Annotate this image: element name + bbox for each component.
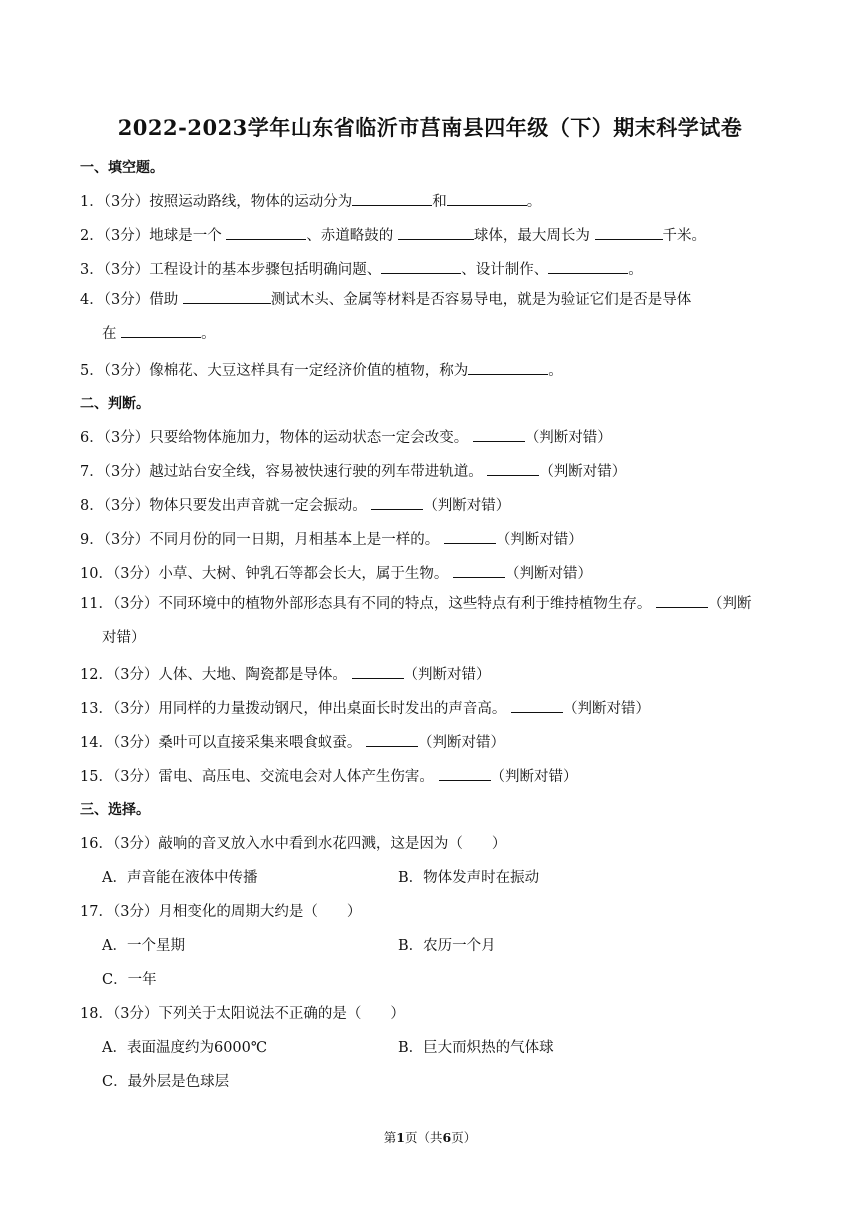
question-4 [80,283,780,351]
option-b[interactable]: B．巨大而炽热的气体球 [398,1040,554,1056]
question-3 [80,258,780,279]
question-text: 12．（3分）人体、大地、陶瓷都是导体。 [80,667,347,683]
question-11 [80,587,780,655]
judge-hint: （判断对错） [524,430,612,446]
question-14 [80,731,780,752]
question-text: 。 [628,262,643,278]
judge-hint: （判断对错） [423,498,511,514]
question-text: 5．（3分）像棉花、大豆这样具有一定经济价值的植物，称为 [80,363,469,379]
footer-text: 页） [451,1130,477,1145]
question-text: 15．（3分）雷电、高压电、交流电会对人体产生伤害。 [80,769,434,785]
answer-blank[interactable] [381,259,461,274]
option-b[interactable]: B．农历一个月 [398,938,496,954]
question-1 [80,190,780,211]
question-text: 7．（3分）越过站台安全线，容易被快速行驶的列车带进轨道。 [80,464,483,480]
option-c[interactable]: C．一年 [102,972,157,988]
option-a[interactable]: A．一个星期 [102,938,185,954]
page-number: 1 [396,1130,405,1145]
page-title: 2022-2023学年山东省临沂市莒南县四年级（下）期末科学试卷 [117,115,743,140]
question-6 [80,426,780,447]
question-text: 千米。 [662,228,707,244]
judge-hint: （判断对错） [403,667,491,683]
answer-blank[interactable] [366,732,418,747]
answer-blank[interactable] [468,360,548,375]
answer-blank[interactable] [548,259,628,274]
answer-blank[interactable] [656,593,708,608]
question-text: 10．（3分）小草、大树、钟乳石等都会长大，属于生物。 [80,566,449,582]
question-text: 和 [432,194,447,210]
page-footer [0,1128,860,1146]
question-text: 、赤道略鼓的 [306,228,398,244]
option-b[interactable]: B．物体发声时在振动 [398,870,540,886]
judge-hint: （判断对错） [418,735,506,751]
question-text: 14．（3分）桑叶可以直接采集来喂食蚁蚕。 [80,735,362,751]
option-a[interactable]: A．表面温度约为6000℃ [102,1040,268,1056]
question-18: 18．（3分）下列关于太阳说法不正确的是（ ） [80,1006,405,1022]
question-15 [80,765,780,786]
judge-hint: （判断对错） [495,532,583,548]
answer-blank[interactable] [183,289,271,304]
question-text: 4．（3分）借助 [80,292,183,308]
total-pages: 6 [442,1130,452,1145]
answer-blank[interactable] [371,495,423,510]
answer-blank[interactable] [595,225,663,240]
answer-blank[interactable] [487,461,539,476]
answer-blank[interactable] [473,427,525,442]
answer-blank[interactable] [352,664,404,679]
judge-hint: （判断对错） [563,701,651,717]
question-text: 13．（3分）用同样的力量拨动钢尺，伸出桌面长时发出的声音高。 [80,701,507,717]
question-text: 球体，最大周长为 [473,228,595,244]
judge-hint: 对错） [102,630,146,646]
question-5 [80,359,780,380]
judge-hint: （判断对错） [490,769,578,785]
answer-blank[interactable] [121,323,201,338]
section-fill-in: 一、填空题。 [80,160,164,176]
answer-blank[interactable] [511,698,563,713]
question-8 [80,494,780,515]
option-a[interactable]: A．声音能在液体中传播 [102,870,258,886]
question-text: 6．（3分）只要给物体施加力，物体的运动状态一定会改变。 [80,430,469,446]
question-text: 8．（3分）物体只要发出声音就一定会振动。 [80,498,367,514]
question-2 [80,224,780,245]
question-12 [80,663,780,684]
answer-blank[interactable] [352,191,432,206]
question-13 [80,697,780,718]
answer-blank[interactable] [398,225,474,240]
question-7 [80,460,780,481]
question-text: 、设计制作、 [461,262,549,278]
judge-hint: （判断对错） [539,464,627,480]
answer-blank[interactable] [447,191,527,206]
question-text: 3．（3分）工程设计的基本步骤包括明确问题、 [80,262,382,278]
question-text: 9．（3分）不同月份的同一日期，月相基本上是一样的。 [80,532,440,548]
question-text: 11．（3分）不同环境中的植物外部形态具有不同的特点，这些特点有利于维持植物生存。 [80,596,652,612]
question-16: 16．（3分）敲响的音叉放入水中看到水花四溅，这是因为（ ） [80,836,507,852]
question-text: 。 [548,363,563,379]
question-text: 。 [201,326,216,342]
judge-hint: （判断 [708,596,752,612]
question-10 [80,562,780,583]
judge-hint: （判断对错） [505,566,593,582]
question-text: 。 [526,194,542,210]
answer-blank[interactable] [226,225,306,240]
question-9 [80,528,780,549]
question-text: 测试木头、金属等材料是否容易导电，就是为验证它们是否是导体 [270,292,692,308]
answer-blank[interactable] [439,766,491,781]
answer-blank[interactable] [444,529,496,544]
answer-blank[interactable] [453,563,505,578]
section-choice: 三、选择。 [80,802,150,818]
question-text: 2．（3分）地球是一个 [80,228,227,244]
question-text: 在 [102,326,122,342]
section-judge: 二、判断。 [80,396,150,412]
footer-text: 页（共 [404,1130,443,1145]
question-text: 1．（3分）按照运动路线，物体的运动分为 [80,194,353,210]
question-17: 17．（3分）月相变化的周期大约是（ ） [80,904,362,920]
option-c[interactable]: C．最外层是色球层 [102,1074,230,1090]
footer-text: 第 [383,1130,397,1145]
